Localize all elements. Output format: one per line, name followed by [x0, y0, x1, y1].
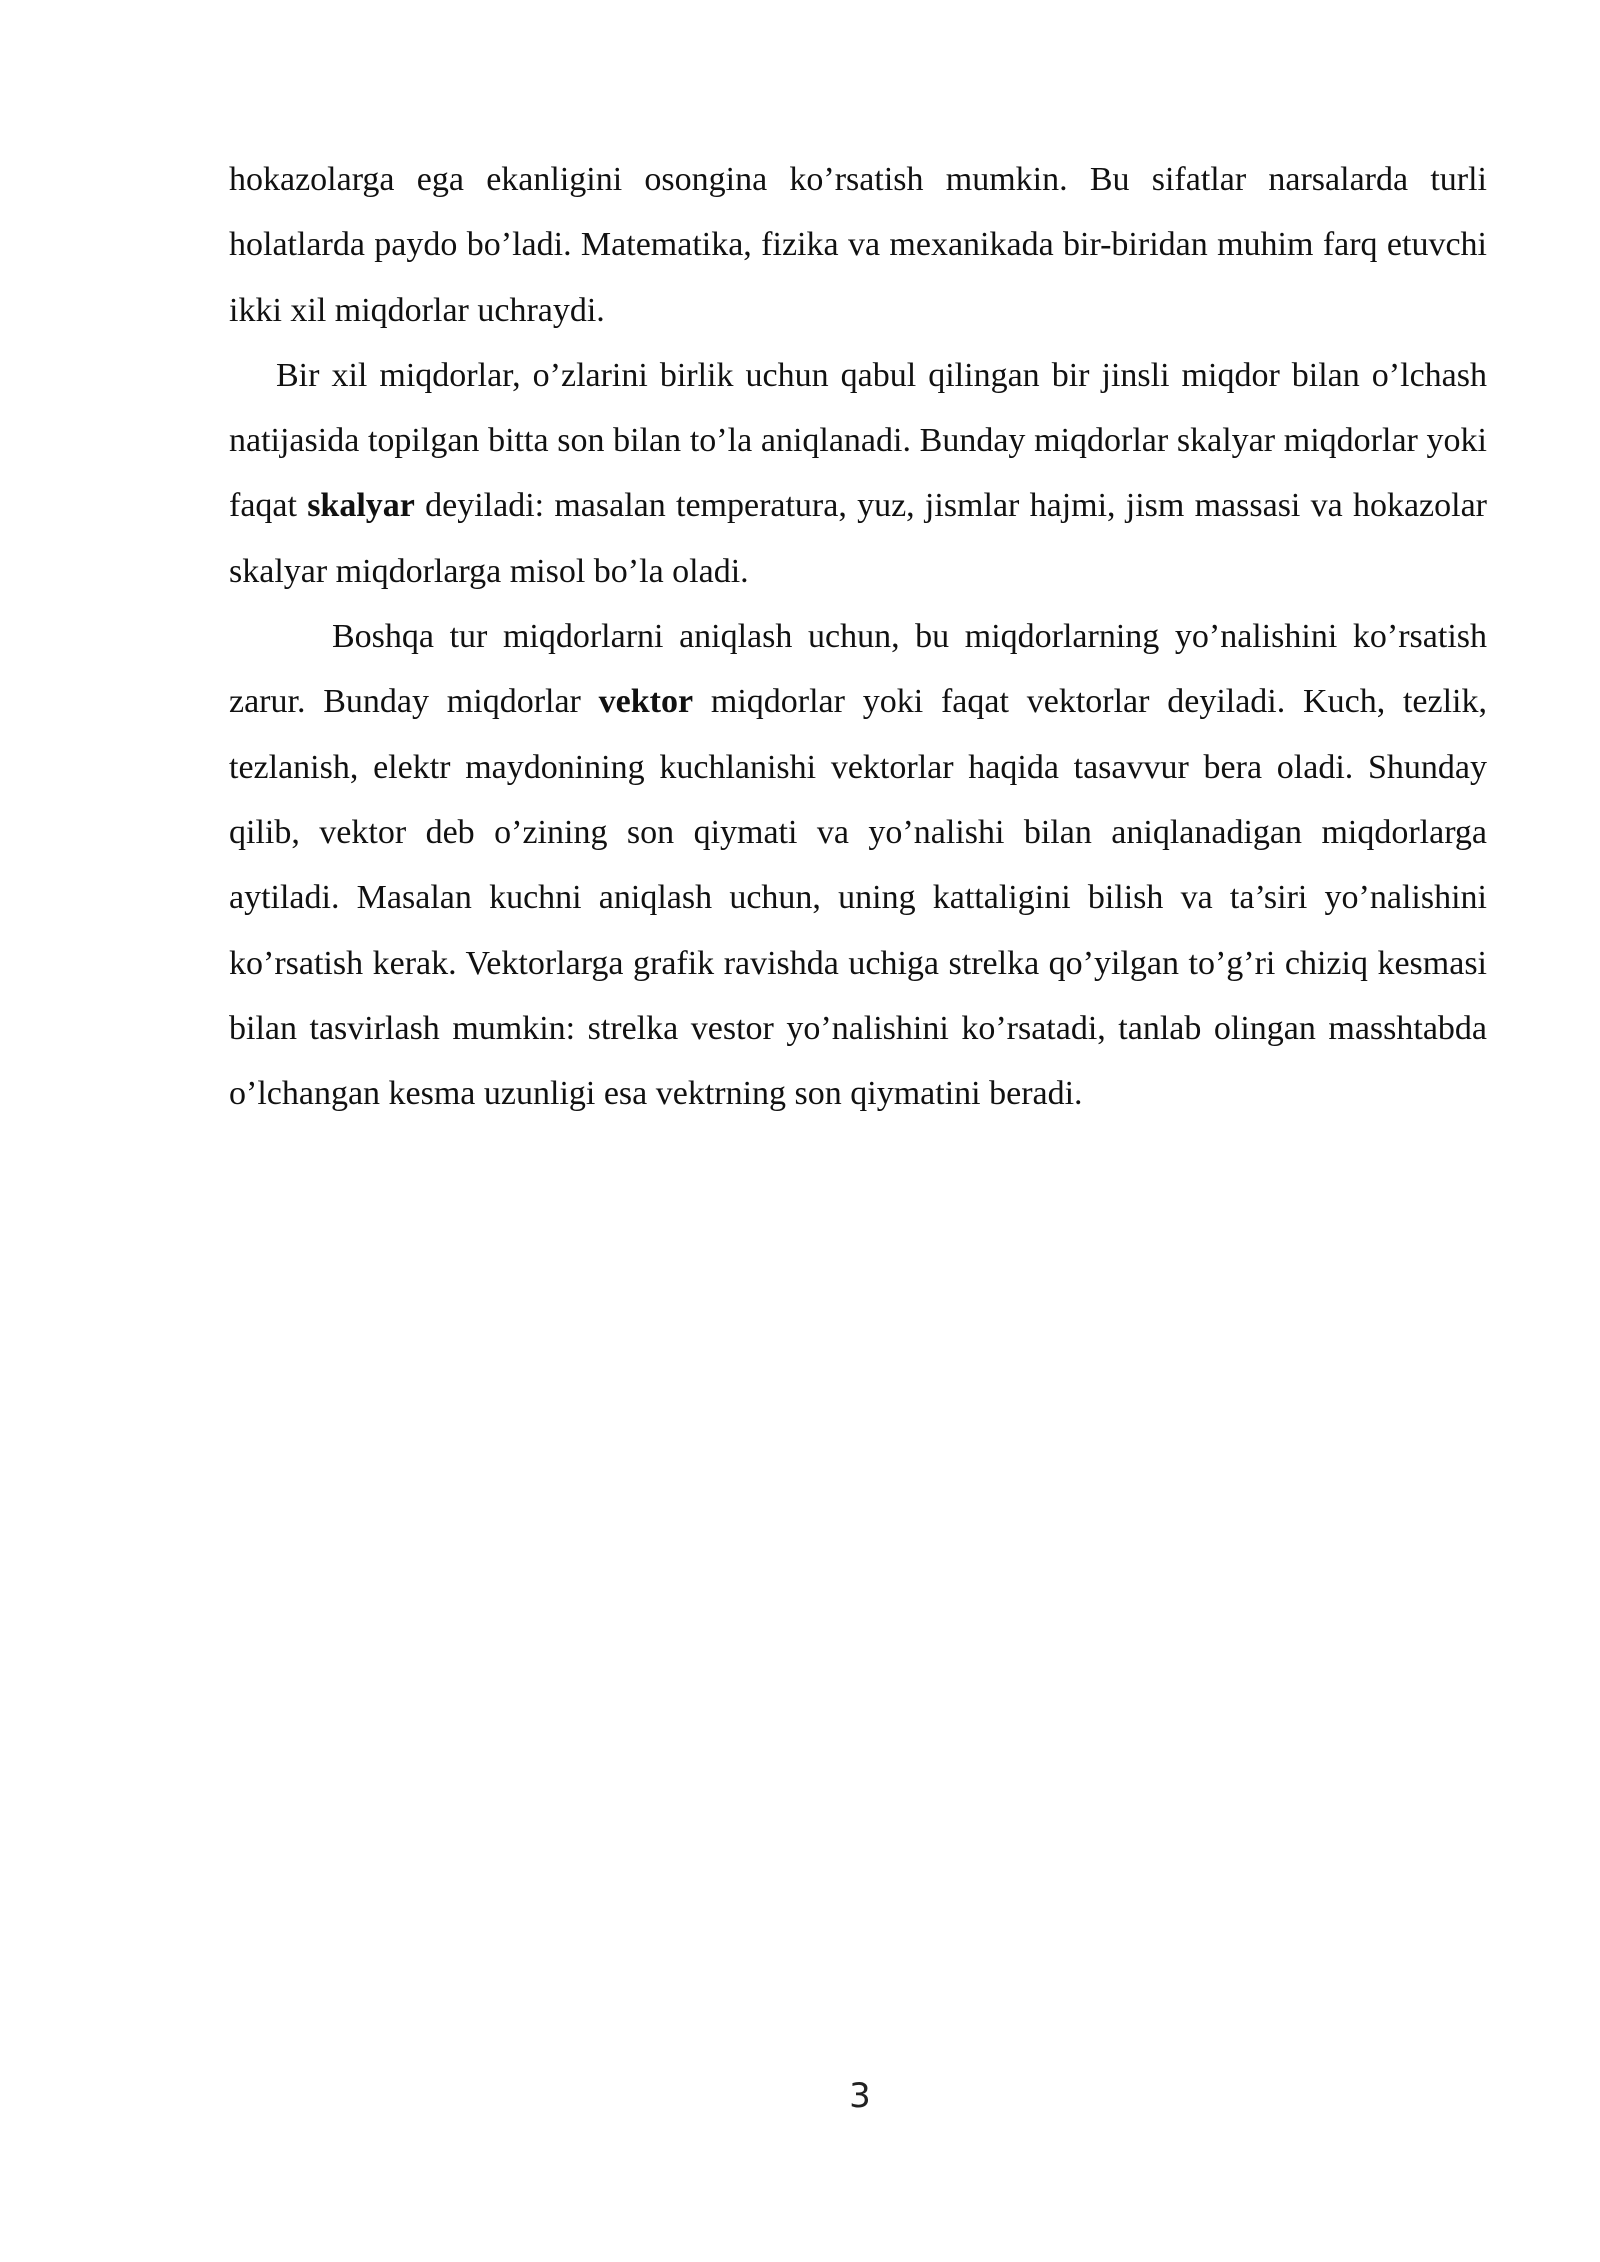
paragraph-1 — [229, 147, 1487, 343]
paragraph-3 — [229, 604, 1487, 1126]
paragraph-2 — [229, 343, 1487, 604]
paragraph-3-text-start: Boshqa tur miqdorlarni aniqlash uchun, bu miqdorlarning yo’nalishini ko’rsatish zarur. Bunday miqdorlar — [229, 618, 1487, 721]
paragraph-3-text-end: miqdorlar yoki faqat vektorlar deyiladi. Kuch, tezlik, tezlanish, elektr maydonining kuchlanishi vektorlar haqida tasavvur bera oladi. Shunday qilib, vektor deb o’zining son qiymati va yo’nalishi bilan aniqlanadigan miqdorlarga aytiladi. Masalan kuchni aniqlash uchun, uning kattaligini bilish va ta’siri yo’nalishini ko’rsatish kerak. Vektorlarga grafik ravishda uchiga strelka qo’yilgan to’g’ri chiziq kesmasi bilan tasvirlash mumkin: strelka vestor yo’nalishini ko’rsatadi, tanlab olingan masshtabda o’lchangan kesma uzunligi esa vektrning son qiymatini beradi. — [229, 683, 1488, 1113]
body-text — [229, 147, 1487, 1126]
term-vektor: vektor — [598, 683, 694, 721]
paragraph-2-text-end: deyiladi: masalan temperatura, yuz, jismlar hajmi, jism massasi va hokazolar skalyar miqdorlarga misol bo’la oladi. — [229, 487, 1487, 590]
term-skalyar: skalyar — [307, 487, 415, 525]
paragraph-2-text-start: Bir xil miqdorlar, o’zlarini birlik uchun qabul qilingan bir jinsli miqdor bilan o’lchash natijasida topilgan bitta son bilan to’la aniqlanadi. Bunday miqdorlar skalyar miqdorlar yoki faqat — [229, 356, 1487, 525]
paragraph-1-text: hokazolarga ega ekanligini osongina ko’rsatish mumkin. Bu sifatlar narsalarda turli holatlarda paydo bo’ladi. Matematika, fizika va mexanikada bir-biridan muhim farq etuvchi ikki xil miqdorlar uchraydi. — [229, 161, 1487, 329]
page-number: 3 — [849, 2076, 871, 2116]
